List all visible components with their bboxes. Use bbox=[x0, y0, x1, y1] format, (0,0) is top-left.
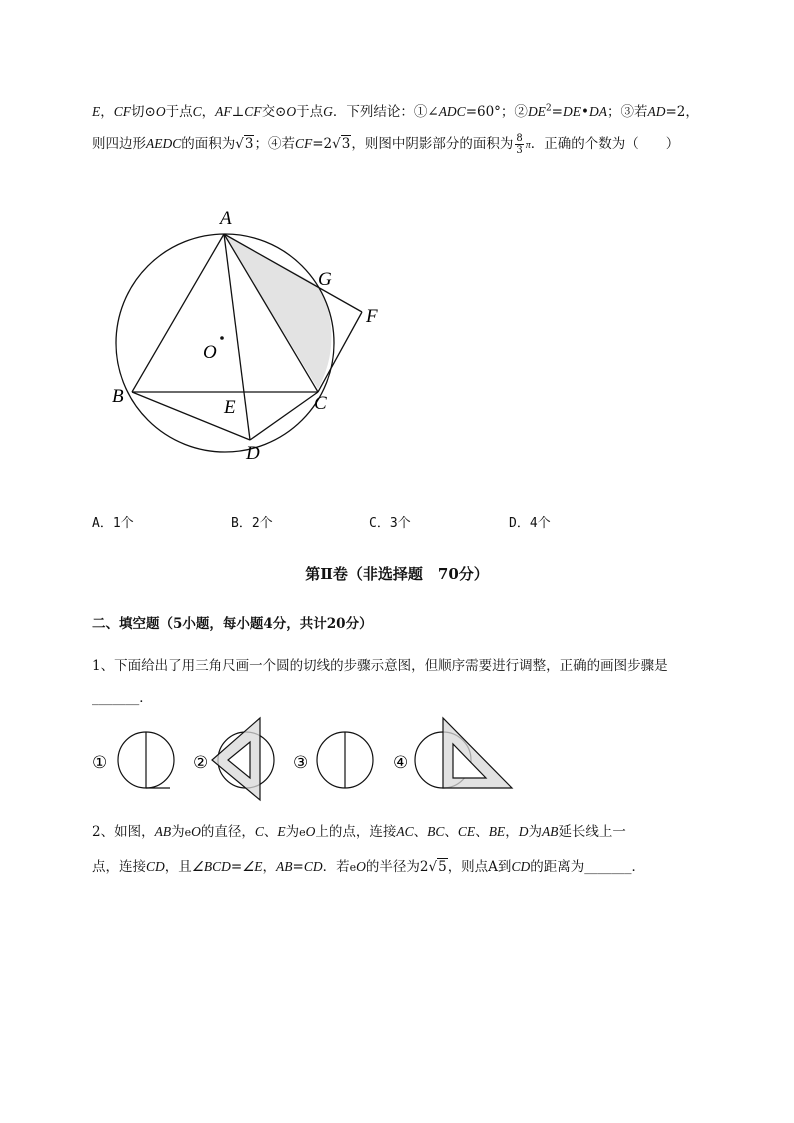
text: ADC bbox=[438, 104, 466, 119]
text: 、 bbox=[263, 824, 278, 840]
text: 为 bbox=[171, 824, 185, 840]
fraction bbox=[515, 133, 523, 156]
tangent-steps-figure bbox=[88, 714, 518, 804]
label-b: B bbox=[112, 386, 124, 407]
segment-cd bbox=[250, 392, 318, 440]
text: 、 bbox=[475, 824, 489, 840]
text: AB bbox=[541, 824, 559, 839]
choice-a: A．1个 bbox=[92, 516, 134, 531]
text: ．若 bbox=[322, 859, 350, 875]
q2-line-1 bbox=[92, 820, 626, 840]
text: 的面积为 bbox=[181, 136, 236, 152]
fraction-denominator: 3 bbox=[516, 145, 523, 156]
text: AD bbox=[647, 104, 666, 119]
text: ；③若 bbox=[606, 104, 648, 120]
text: D bbox=[518, 824, 529, 839]
text: 2、如图， bbox=[92, 824, 155, 840]
text: O bbox=[305, 824, 316, 839]
text: ∠E bbox=[242, 859, 263, 874]
text: CD bbox=[303, 859, 323, 874]
sqrt-radicand: 5 bbox=[438, 859, 447, 875]
text: ；④若 bbox=[254, 136, 295, 152]
step-label-3: ③ bbox=[293, 753, 309, 772]
label-o: O bbox=[203, 342, 217, 363]
text: =60°；② bbox=[465, 104, 528, 120]
step-4-drawing bbox=[415, 718, 512, 788]
text: E bbox=[92, 104, 101, 119]
text: BC bbox=[427, 824, 445, 839]
text: ∠BCD bbox=[191, 859, 231, 874]
text: CF bbox=[244, 104, 262, 119]
part-title: 二、填空题（5小题，每小题4分，共计20分） bbox=[92, 616, 373, 632]
step-label-4: ④ bbox=[393, 753, 409, 772]
circle-geometry-figure bbox=[100, 198, 400, 470]
text: G bbox=[323, 104, 333, 119]
text: e bbox=[349, 861, 357, 874]
text: DE bbox=[562, 104, 581, 119]
text: 的直径， bbox=[200, 824, 255, 840]
text: 为 bbox=[285, 824, 300, 840]
text: C bbox=[254, 824, 264, 839]
text: BE bbox=[488, 824, 506, 839]
choice-b: B．2个 bbox=[231, 516, 273, 531]
label-e: E bbox=[224, 397, 236, 418]
text: 切⊙ bbox=[131, 104, 156, 120]
sqrt-radicand: 3 bbox=[341, 136, 351, 152]
text: ．正确的个数为（ ） bbox=[530, 136, 680, 152]
sqrt-radicand: 3 bbox=[244, 136, 254, 152]
text: ，且 bbox=[164, 859, 192, 875]
text: CF bbox=[294, 136, 313, 151]
text: =2 bbox=[312, 136, 333, 152]
text: 于点 bbox=[296, 104, 324, 120]
text: 点，连接 bbox=[92, 859, 146, 875]
text: ， bbox=[505, 824, 519, 840]
sqrt-sign: √ bbox=[235, 136, 244, 152]
text: O bbox=[286, 104, 297, 119]
q1-line-1: 1、下面给出了用三角尺画一个圆的切线的步骤示意图，但顺序需要进行调整，正确的画图步骤是 bbox=[92, 658, 668, 674]
choice-d: D．4个 bbox=[509, 516, 551, 531]
text: ．下列结论：①∠ bbox=[332, 104, 439, 120]
sqrt-sign: √ bbox=[428, 859, 438, 875]
text: 的半径为2 bbox=[365, 859, 429, 875]
text: 于点 bbox=[165, 104, 193, 120]
text: 上的点，连接 bbox=[315, 824, 397, 840]
q1-line-2: _______． bbox=[92, 690, 153, 706]
sqrt-sign: √ bbox=[332, 136, 341, 152]
text: = bbox=[230, 859, 243, 875]
q2-line-2 bbox=[92, 855, 645, 875]
step-2-drawing bbox=[212, 718, 274, 800]
label-a: A bbox=[220, 208, 232, 229]
text: DE bbox=[527, 104, 546, 119]
text: e bbox=[299, 826, 306, 839]
text: E bbox=[277, 824, 286, 839]
text: O bbox=[155, 104, 166, 119]
section-title: 第Ⅱ卷（非选择题 70分） bbox=[305, 565, 489, 583]
text: AEDC bbox=[146, 136, 182, 151]
text: CD bbox=[146, 859, 165, 874]
text: = bbox=[292, 859, 304, 875]
text: ，则图中阴影部分的面积为 bbox=[351, 136, 514, 152]
text: ， bbox=[262, 859, 277, 875]
text: O bbox=[191, 824, 201, 839]
text: • bbox=[580, 104, 589, 120]
text: CD bbox=[511, 859, 531, 874]
text: 则四边形 bbox=[92, 136, 146, 152]
label-c: C bbox=[314, 393, 327, 414]
step-label-2: ② bbox=[193, 753, 209, 772]
text: ， bbox=[100, 104, 114, 120]
text: 、 bbox=[413, 824, 428, 840]
text: AF bbox=[215, 104, 232, 119]
step-1-drawing bbox=[118, 732, 174, 788]
label-d: D bbox=[246, 443, 260, 464]
text: CF bbox=[113, 104, 132, 119]
center-dot bbox=[220, 336, 224, 340]
text: =2， bbox=[665, 104, 699, 120]
text: ，则点A到 bbox=[447, 859, 512, 875]
text: 为 bbox=[528, 824, 542, 840]
text: AB bbox=[154, 824, 172, 839]
text: ， bbox=[201, 104, 216, 120]
text: e bbox=[184, 826, 192, 839]
superscript: 2 bbox=[545, 103, 552, 114]
text: 延长线上一 bbox=[558, 824, 626, 840]
text: CE bbox=[457, 824, 476, 839]
text: C bbox=[192, 104, 202, 119]
question-prev-line-1 bbox=[92, 100, 699, 120]
text: O bbox=[356, 859, 366, 874]
label-f: F bbox=[366, 306, 378, 327]
text: AC bbox=[396, 824, 414, 839]
text: π bbox=[525, 140, 531, 151]
question-prev-line-2 bbox=[92, 132, 679, 156]
text: 交⊙ bbox=[261, 104, 287, 120]
text: 、 bbox=[444, 824, 458, 840]
step-label-1: ① bbox=[92, 753, 108, 772]
segment-ab bbox=[132, 234, 224, 392]
text: = bbox=[551, 104, 563, 120]
choice-c: C．3个 bbox=[369, 516, 411, 531]
text: ⊥ bbox=[231, 104, 245, 120]
text: 的距离为_______． bbox=[530, 859, 645, 875]
fraction-numerator: 8 bbox=[516, 133, 523, 144]
text: AB bbox=[276, 859, 293, 874]
label-g: G bbox=[318, 269, 332, 290]
text: DA bbox=[588, 104, 607, 119]
step-3-drawing bbox=[317, 732, 373, 788]
